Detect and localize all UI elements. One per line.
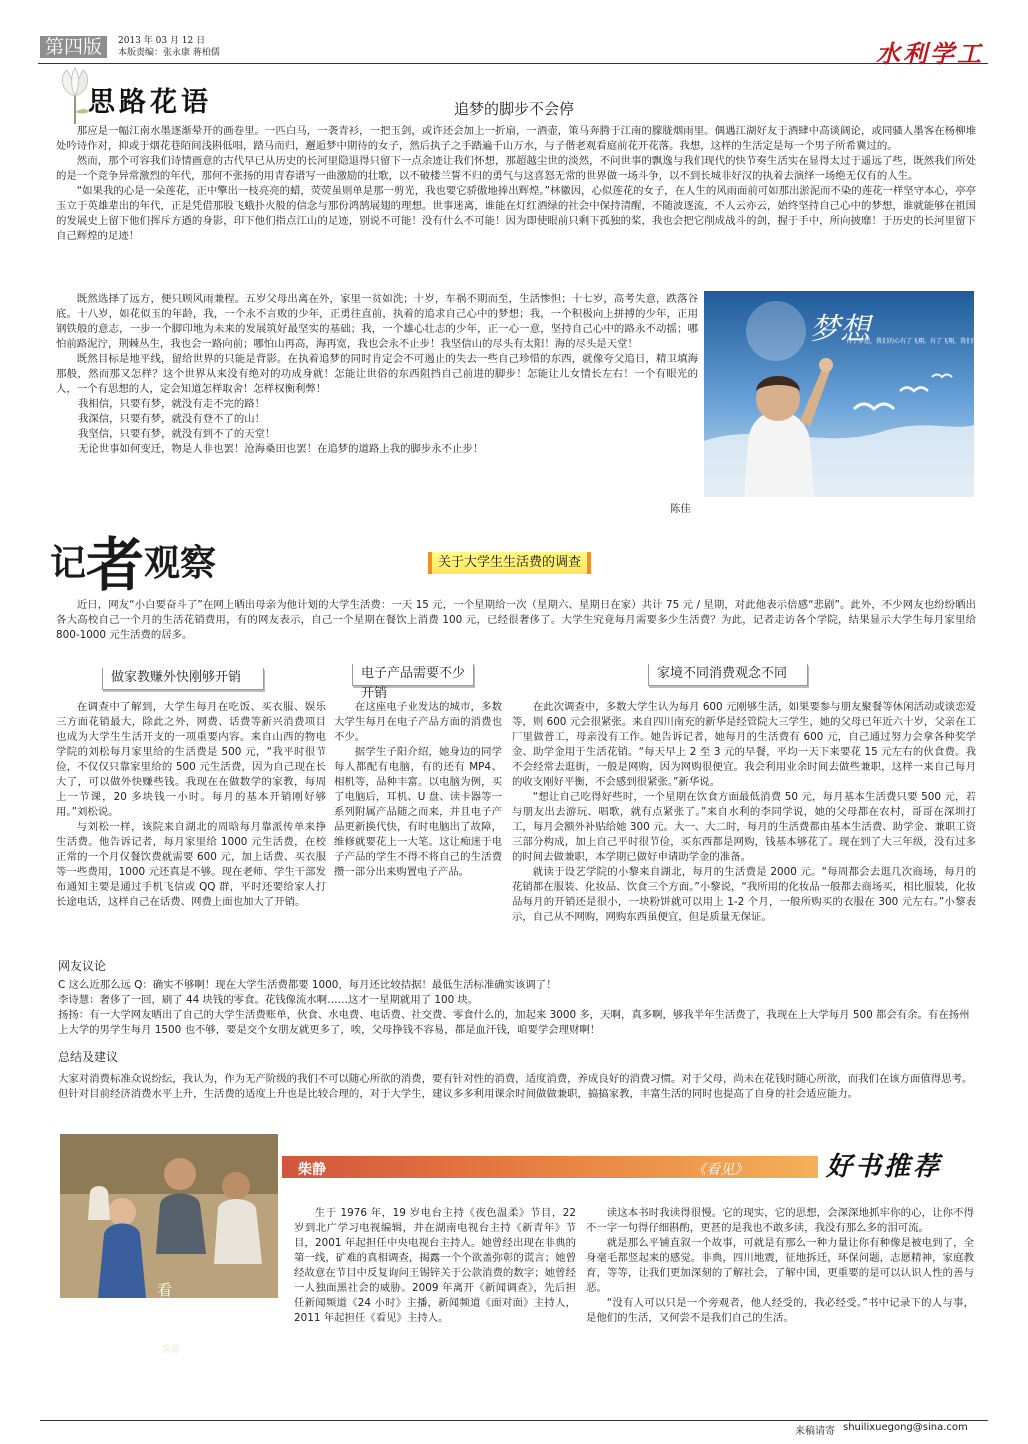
poem-line: 无论世事如何变迁，物是人非也罢！沧海桑田也罢！在追梦的道路上我的脚步永不止步！	[78, 443, 484, 455]
column-family-background	[512, 700, 976, 925]
article-paragraph: 那应是一幅江南水墨逐渐晕开的画卷里。一匹白马，一袭青衫，一把玉剑，或许还会加上一折扇，一酒壶，策马奔腾于江南的朦胧烟雨里。偶遇江湖好友于酒肆中高谈阔论，或同骚人墨客在杨柳堆处吟诗作对，抑或于烟花巷陌间浅斟低唱，踏马而归，邂逅梦中期待的女子，然后执子之手踏遍千山万水，与子偕老观看庭前花开花落。我想，这样的生活定是每一个男子所希冀过的。	[56, 125, 976, 152]
photo-title: 梦想	[810, 312, 870, 347]
subhead-electronics: 电子产品需要不少开销	[352, 664, 474, 686]
title-char: 察	[180, 542, 217, 584]
column-electronics	[334, 700, 502, 880]
article-paragraph: 然而，那个可容我们诗情画意的古代早已从历史的长河里隐退得只留下一点余迹让我们怀想，那超越尘世的淡然，不问世事的飘逸与我们现代的快节奏生活实在显得太过于遥远了些，既然我们所处的是一个竞争异常激烈的年代，那何不张扬的用青春谱写一曲激励的壮歌，以不破楼兰誓不归的勇气与这喜怒无常的世界做一场斗争，以不到长城非好汉的执着去演绎一场绝无仅有的人生。	[56, 155, 976, 182]
column-paragraph: 与刘松一样，该院来自湖北的周晗每月靠派传单来挣生活费。他告诉记者，每月家里给 1000 元生活费，在校正常的一个月仅餐饮费就需要 600 元，加上话费、买衣服等一些费用，1000 元还真是不够。现在老师、学生干部发布通知主要是通过手机飞信或 QQ 群，平时还要给家人打长途电话，这样自己在话费、网费上面也加大了开销。	[56, 821, 326, 908]
edition-editors: 本版责编：张永康 蒋柏儒	[118, 48, 220, 58]
subhead-family-background: 家境不同消费观念不同	[648, 664, 808, 686]
book-author: 柴静	[298, 1162, 326, 1178]
netizen-comments	[58, 978, 976, 1038]
subhead-tutoring: 做家教赚外快刚够开销	[102, 668, 264, 690]
title-char: 观	[144, 542, 181, 584]
book-cover-image	[60, 1134, 278, 1355]
column-tutoring	[56, 700, 326, 910]
dream-boy-photo	[704, 291, 1021, 497]
edition-date: 2013 年 03 月 12 日	[118, 36, 206, 46]
column-paragraph: 据学生子阳介绍，她身边的同学每人都配有电脑，有的还有 MP4、相机等，品种丰富。以电脑为例，买了电脑后，耳机、U 盘、读卡器等一系列附属产品随之而来，并且电子产品更新换代快，有时电脑出了故障，维修就要花上一大笔。这让痴迷于电子产品的学生不得不将自己的生活费攒一部分出来购置电子产品。	[334, 746, 502, 878]
poem-line: 我深信，只要有梦，就没有登不了的山！	[78, 413, 266, 425]
article-title: 追梦的脚步不会停	[453, 100, 574, 118]
article-paragraph: 既然目标是地平线，留给世界的只能是背影。在执着追梦的同时肯定会不可遏止的失去一些自己珍惜的东西，就像夸父追日，精卫填海那般，然而那又怎样？这个世界从来没有绝对的功成身就！怎能让世俗的东西阻挡自己前进的脚步！怎能让儿女情长左右！一个有眼光的人，一个有思想的人，定会知道怎样取舍！怎样权衡利弊！	[56, 353, 698, 395]
section-title-silu-huayu: 思路花语	[88, 87, 212, 118]
poem-line: 我坚信，只要有梦，就没有到不了的天堂！	[78, 428, 276, 440]
article-paragraph: 既然选择了远方，便只顾风雨兼程。五岁父母出离在外，家里一贫如洗；十岁，车祸不期而至，生活惨怛；十七岁，高考失意，跌落谷底。十八岁，如花似玉的年龄，我，一个永不言败的少年，正勇往直前，执着的追求自己心中的梦想；我，一个积极向上拼搏的少年，正用钢铁般的意志，一步一个脚印地为未来的发展筑好最坚实的基础；我，一个雄心壮志的少年，正一心一意，坚持自己心中的路永不动摇；哪怕前路泥泞，荆棘丛生，我也会一路向前；哪怕山再高，海再宽，我也会永不止步！我坚信山的尽头有太阳！海的尽头是天堂！	[56, 293, 698, 350]
column-paragraph: 在此次调查中，多数大学生认为每月 600 元刚够生活，如果要参与朋友聚餐等休闲活动或谈恋爱等，则 600 元会很紧张。来自四川南充的新华是经管院大三学生，她的父母已年近六十岁，父亲在工厂里做普工，母亲没有工作。她告诉记者，她每月的生活费有 600 元，自己通过努力会拿各种奖学金、助学金用于生活花销。“每天早上 2 至 3 元的早餐，平均一天下来要花 15 元左右的伙食费。我不会经常去逛街，一般是网购，因为网购很便宜。我会利用业余时间去做些兼职，这样一来自己每月的收支刚好平衡，不会感到很紧张。”新华说。	[512, 701, 976, 788]
article-paragraph: “如果我的心是一朵莲花，正中擎出一枝亮亮的蜡，荧荧虽则单是那一剪光，我也要它骄傲地捧出辉煌。”林徽因，心似莲花的女子，在人生的风雨面前可如那出淤泥而不染的莲花一样坚守本心，亭亭玉立于英雄辈出的年代，正是凭借那股飞蛾扑火般的信念与那份鸿鹄展翅的理想。世事迷离，谁能在灯红酒绿的社会中保持清醒，不随波逐流，不人云亦云，始终坚持自己心中的梦想，谁就能够在祖国的发展史上留下他们挥斥方遒的身影，印下他们指点江山的足迹，别说不可能！没有什么不可能！因为即使眼前只剩下孤独的桨，我也会把它削成战斗的剑，握于手中，所向披靡！于历史的长河里留下自己辉煌的足迹！	[56, 185, 976, 242]
cover-author-text: 柴静	[162, 1345, 181, 1355]
section-title-book-recommend: 好书推荐	[826, 1152, 943, 1182]
column-paragraph: 在这座电子业发达的城市，多数大学生每月在电子产品方面的消费也不少。	[334, 701, 502, 743]
summary-text: 大家对消费标准众说纷纭，我认为，作为无产阶级的我们不可以随心所欲的消费，要有针对性的消费，适度消费，养成良好的消费习惯。对于父母，尚未在花钱时随心所欲，而我们在该方面值得思考。但针对目前经济消费水平上升，生活费的适度上升也是比较合理的，对于大学生，建议多多利用课余时间做做兼职，搞搞家教，丰富生活的同时也提高了自身的社会适应能力。	[58, 1073, 973, 1100]
survey-title-tag: 关于大学生生活费的调查	[428, 552, 591, 574]
column-paragraph: “想让自己吃得好些时，一个星期在饮食方面最低消费 50 元，每月基本生活费只要 500 元，若与朋友出去游玩、唱歌，就有点紧张了。”来自水利的李同学说，她的父母都在农村，哥哥在深圳打工，每月会额外补贴给她 300 元。大一、大二时，每月的生活费都由基本生活费、助学金、兼职工资三部分构成，加上自己平时很节俭，买东西都是网购，钱基本够花了。现在到了大三年级，没有过多的时间去做兼职，本学期已做好申请助学金的准备。	[512, 791, 976, 863]
netizen-heading: 网友议论	[58, 959, 107, 973]
summary-heading: 总结及建议	[58, 1050, 119, 1064]
paper-name-logo: 水利学工	[876, 39, 984, 68]
survey-intro: 近日，网友“小白要奋斗了”在网上晒出母亲为他计划的大学生活费：一天 15 元，一个星期给一次（星期六、星期日在家）共计 75 元 / 星期，对此他表示倍感“悲剧”。此外，不少网友也纷纷晒出各大高校自己一个月的生活花销费用，有的网友表示，自己一个星期在餐饮上消费 100 元，已经很奢侈了。大学生究竟每月需要多少生活费？为此，记者走访各个学院，结果显示大学生每月家里给 800-1000 元生活费的居多。	[56, 599, 976, 641]
article-body-left	[56, 292, 698, 457]
submission-email: shuilixuegong@sina.com	[843, 1422, 968, 1433]
masthead	[38, 34, 988, 68]
poem-line: 我相信，只要有梦，就没有走不完的路！	[78, 398, 266, 410]
column-paragraph: 就读于设艺学院的小黎来自湖北，每月的生活费是 2000 元。“每周都会去逛几次商场，每月的花销都在服装、化妆品、饮食三个方面。”小黎说，“我所用的化妆品一般都去商场买，相比服装，化妆品每月的开销还是很小，一块粉饼就可以用上 1-2 个月，一般所购买的衣服在 300 元左右。”小黎表示，自己从不网购，网购东西虽便宜，但是质量无保证。	[512, 866, 976, 923]
book-banner	[282, 1156, 818, 1178]
netizen-comment: 扬扬：有一大学网友晒出了自己的大学生活费账单，伙食、水电费、电话费、社交费、零食什么的，加起来 3000 多，天啊，真多啊，够我半年生活费了，我现在上大学每月 500 都会有余。有在扬州上大学的男学生每月 1500 也不够，要是交个女朋友就更多了，唉，父母挣钱不容易，都是血汗钱，咱要学会理财啊！	[58, 1009, 970, 1036]
book-review	[586, 1206, 974, 1326]
netizen-comment: 李诗慧：奢侈了一回，刷了 44 块钱的零食。花钱像流水啊……这才一星期就用了 100 块。	[58, 994, 479, 1006]
section-title-reporter-observation	[50, 508, 217, 599]
review-paragraph: “没有人可以只是一个旁观者，他人经受的，我必经受。”书中记录下的人与事，是他们的生活，又何尝不是我们自己的生活。	[586, 1297, 974, 1324]
column-paragraph: 在调查中了解到，大学生每月在吃饭、买衣服、娱乐三方面花销最大，除此之外，网费、话费等新兴消费项目也成为大学生生活开支的一项重要内容。来自山西的物电学院的刘松每月家里给的生活费是 500 元，“我平时很节俭，不仅仅只靠家里给的 500 元生活费，因为自己现在长大了，可以做外快赚些钱。我现在在做数学的家教，每周上一节课，20 多块钱一小时。每月的基本开销刚好够用。”刘松说。	[56, 701, 326, 818]
title-char: 者	[86, 531, 145, 599]
review-paragraph: 读这本书时我读得很慢。它的现实，它的思想，会深深地抓牢你的心，让你不得不一字一句得仔细斟酌，更甚的是我也不敢多读，我没有那么多的泪可流。	[586, 1207, 974, 1234]
review-paragraph: 就是那么平铺直叙一个故事，可就是有那么一种力量让你有种像是被电到了，全身毫毛都竖起来的感觉。非典，四川地震，征地拆迁，环保问题，志愿精神，家庭教育，等等，让我们更加深刻的了解社会，了解中国，更重要的是可以认识人性的善与恶。	[586, 1237, 974, 1294]
book-title: 《看见》	[692, 1162, 748, 1178]
photo-caption: 有了梦想，我们的心有了飞翔。有了飞翔，我们的梦想不再遥远。	[846, 338, 1021, 345]
article-body-top	[56, 124, 976, 244]
netizen-comment: C 这么近那么远 Q：确实不够啊！现在大学生活费都要 1000，每月还比较拮据！最低生活标准确实该调了！	[58, 979, 557, 991]
author-bio: 生于 1976 年，19 岁电台主持《夜色温柔》节目，22 岁到北广学习电视编辑，并在湖南电视台主持《新青年》节目，2001 年起担任中央电视台主持人。她曾经出现在非典的第一线，矿难的真相调查，揭露一个个欲盖弥彰的谎言；她曾经故意在节目中反复询问王锡锌关于公款消费的数字；她曾经一人独面黑社会的威胁。2009 年离开《新闻调查》，先后担任新闻频道《24 小时》主播，新闻频道《面对面》主持人，2011 年起担任《看见》主持人。	[294, 1207, 576, 1324]
footer-rule	[40, 1420, 988, 1421]
title-char: 记	[50, 542, 87, 584]
cover-title-text: 看见	[155, 1282, 173, 1312]
author-name: 陈佳	[670, 503, 691, 515]
submission-label: 来稿请寄	[795, 1426, 835, 1437]
edition-label: 第四版	[40, 36, 107, 58]
